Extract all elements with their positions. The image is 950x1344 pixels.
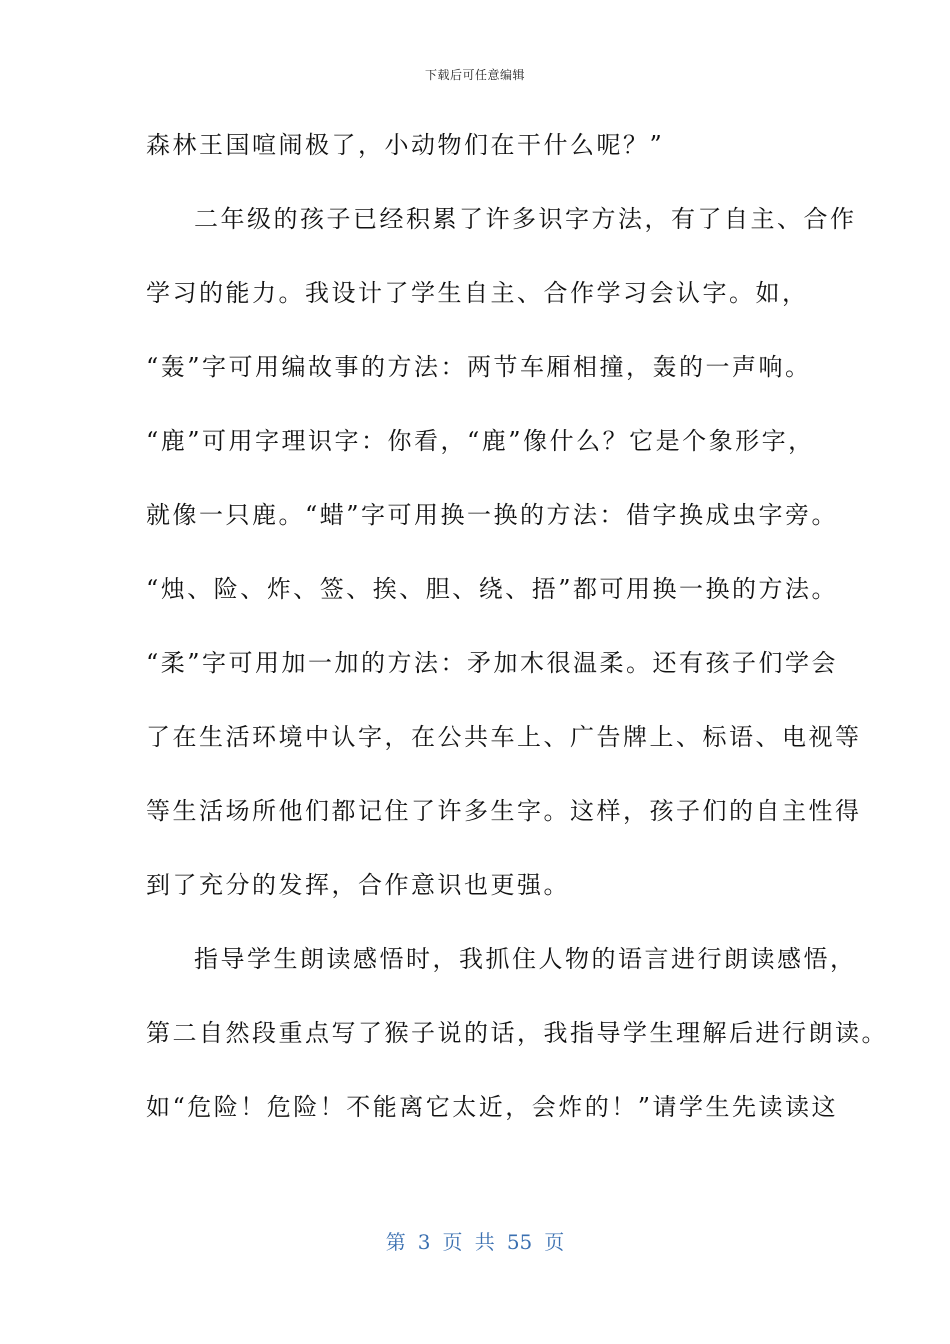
- text-line: 指导学生朗读感悟时，我抓住人物的语言进行朗读感悟，: [194, 945, 857, 973]
- text-line: “轰”字可用编故事的方法：两节车厢相撞，轰的一声响。: [146, 353, 812, 381]
- text-line: 到了充分的发挥，合作意识也更强。: [146, 871, 570, 899]
- text-line: 等生活场所他们都记住了许多生字。这样，孩子们的自主性得: [146, 797, 862, 825]
- text-line: “柔”字可用加一加的方法：矛加木很温柔。还有孩子们学会: [146, 649, 839, 677]
- text-line: 学习的能力。我设计了学生自主、合作学习会认字。如，: [146, 279, 809, 307]
- footer-middle: 页 共: [442, 1230, 495, 1254]
- current-page-number: 3: [417, 1230, 431, 1254]
- text-line: “烛、险、炸、签、挨、胆、绕、捂”都可用换一换的方法。: [146, 575, 839, 603]
- total-page-count: 55: [506, 1230, 533, 1254]
- text-line: 二年级的孩子已经积累了许多识字方法，有了自主、合作: [194, 205, 857, 233]
- text-line: 森林王国喧闹极了，小动物们在干什么呢？”: [146, 131, 665, 159]
- page-footer: [0, 1226, 950, 1255]
- text-line: 第二自然段重点写了猴子说的话，我指导学生理解后进行朗读。: [146, 1019, 888, 1047]
- text-line: “鹿”可用字理识字：你看，“鹿”像什么？它是个象形字，: [146, 427, 815, 455]
- text-line: 就像一只鹿。“蜡”字可用换一换的方法：借字换成虫字旁。: [146, 501, 839, 529]
- footer-prefix: 第: [385, 1230, 406, 1254]
- page-header: 下载后可任意编辑: [424, 68, 525, 82]
- body-text: [146, 120, 888, 1156]
- text-line: 了在生活环境中认字，在公共车上、广告牌上、标语、电视等: [146, 723, 862, 751]
- footer-suffix: 页: [544, 1230, 565, 1254]
- text-line: 如“危险！危险！不能离它太近，会炸的！”请学生先读读这: [146, 1093, 839, 1121]
